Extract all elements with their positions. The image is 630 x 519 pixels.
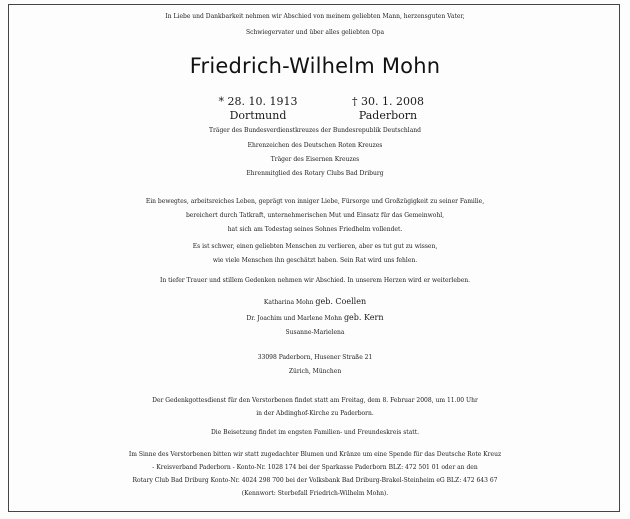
loss-text-line: Es ist schwer, einen geliebten Menschen zu verlieren, aber es tut gut zu wissen, <box>192 243 438 250</box>
mourner-1 <box>0 298 630 306</box>
intro-line-1: In Liebe und Dankbarkeit nehmen wir Abschied von meinem geliebten Mann, herzensguten Vater, <box>165 13 465 20</box>
mourner-2-name: Dr. Joachim und Marlene Mohn <box>246 315 343 322</box>
honor-line: Träger des Eisernen Kreuzes <box>270 156 360 163</box>
death-info <box>328 95 448 123</box>
mourner-3-name: Susanne-Marielena <box>285 329 345 336</box>
donation-text-line: Im Sinne des Verstorbenen bitten wir statt zugedachter Blumen und Kränze um eine Spende für das Deutsche Rote Kreuz <box>128 451 502 458</box>
mourner-2-maiden-name: geb. Kern <box>343 313 384 322</box>
donation-text-line: - Kreisverband Paderborn - Konto-Nr. 1028 174 bei der Sparkasse Paderborn BLZ: 472 501 01 oder an den <box>152 464 478 471</box>
birth-info <box>198 95 318 123</box>
mourner-1-name: Katharina Mohn <box>263 299 314 306</box>
birth-date: * 28. 10. 1913 <box>218 95 298 108</box>
service-text-line: Der Gedenkgottesdienst für den Verstorbenen findet statt am Freitag, dem 8. Februar 2008, um 11.00 Uhr <box>152 397 478 404</box>
honor-line: Ehrenmitglied des Rotary Clubs Bad Driburg <box>246 170 384 177</box>
death-date: † 30. 1. 2008 <box>352 95 424 108</box>
loss-text-line: wie viele Menschen ihn geschätzt haben. Sein Rat wird uns fehlen. <box>212 257 418 264</box>
deceased-name: Friedrich-Wilhelm Mohn <box>189 54 441 78</box>
burial-text: Die Beisetzung findet im engsten Familien- und Freundeskreis statt. <box>210 429 420 436</box>
honor-line: Ehrenzeichen des Deutschen Roten Kreuzes <box>247 142 383 149</box>
mourner-1-maiden-name: geb. Coellen <box>315 297 367 306</box>
intro-line-2: Schwiegervater und über alles geliebten Opa <box>245 29 385 36</box>
life-text-line: bereichert durch Tatkraft, unternehmerischen Mut und Einsatz für das Gemeinwohl, <box>185 212 445 219</box>
mourning-text: In tiefer Trauer und stillem Gedenken nehmen wir Abschied. In unserem Herzen wird er weiterleben. <box>159 277 471 284</box>
death-place: Paderborn <box>358 109 418 122</box>
address-line: Zürich, München <box>288 368 342 375</box>
life-dates <box>0 95 630 123</box>
birth-place: Dortmund <box>229 109 287 122</box>
address-line: 33098 Paderborn, Husener Straße 21 <box>257 354 373 361</box>
life-text-line: Ein bewegtes, arbeitsreiches Leben, geprägt von inniger Liebe, Fürsorge und Großzügigkeit zu seiner Familie, <box>145 198 485 205</box>
honor-line: Träger des Bundesverdienstkreuzes der Bundesrepublik Deutschland <box>209 127 421 134</box>
mourner-2 <box>0 314 630 322</box>
life-text-line: hat sich am Todestag seines Sohnes Friedhelm vollendet. <box>227 226 403 233</box>
service-text-line: in der Abdinghof-Kirche zu Paderborn. <box>256 410 374 417</box>
donation-text-line: Rotary Club Bad Driburg Konto-Nr. 4024 298 700 bei der Volksbank Bad Driburg-Brakel-Steinheim eG BLZ: 472 643 67 <box>132 477 498 484</box>
donation-text-line: (Kennwort: Sterbefall Friedrich-Wilhelm Mohn). <box>241 490 389 497</box>
